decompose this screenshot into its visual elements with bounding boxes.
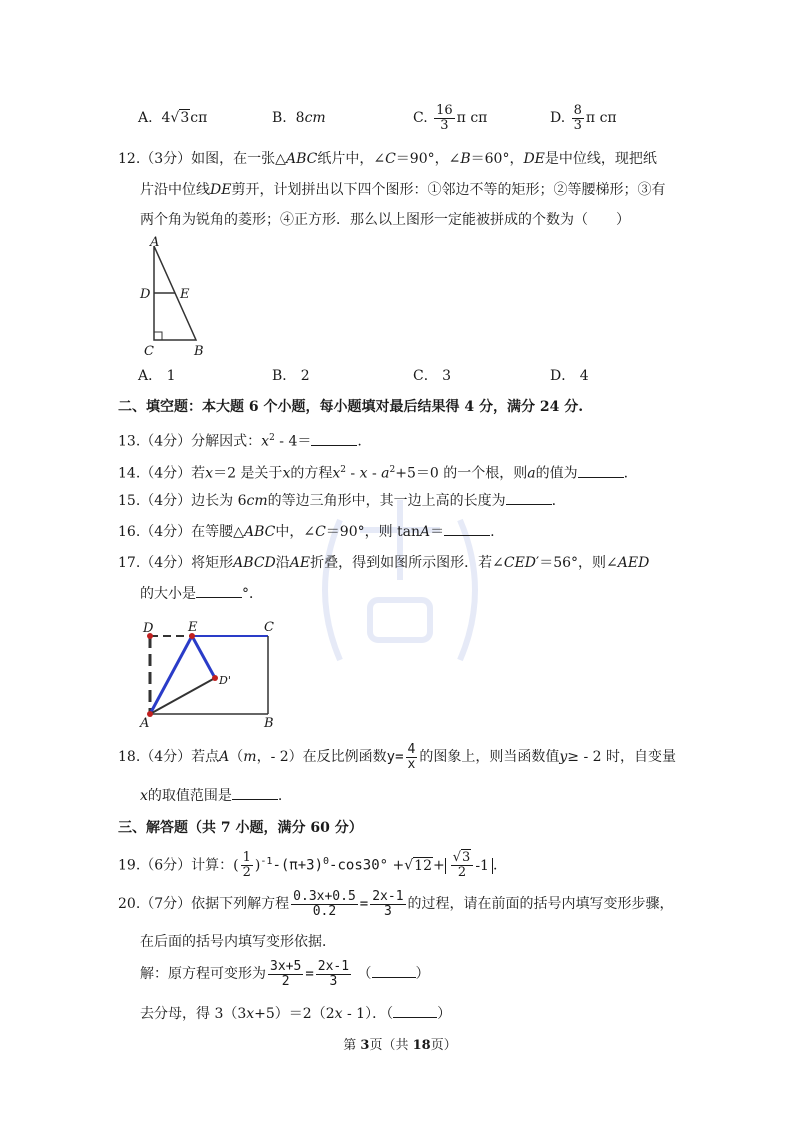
q12-option-a: A． 1	[138, 368, 176, 384]
q12-line1: 12.（3分）如图，在一张△ABC纸片中，∠C＝90°，∠B＝60°，DE是中位线，现把纸	[118, 151, 657, 167]
q18-line1: 18.（4分）若点A（m，- 2）在反比例函数y= $\frac{4}{x}$ 的图象上，则当函数值y≥ - 2 时，自变量	[118, 741, 676, 772]
fig-label-d: D	[140, 287, 151, 302]
fig-label-c: C	[144, 344, 154, 358]
fig-label-c: C	[264, 620, 274, 635]
fig-label-b: B	[194, 344, 204, 358]
fig-label-e: E	[180, 287, 190, 302]
page-footer: 第 3页（共 18页）	[343, 1038, 457, 1053]
fig-label-a: A	[150, 235, 160, 250]
q12-line2: 片沿中位线DE剪开，计划拼出以下四个图形：①邻边不等的矩形；②等腰梯形；③有	[140, 182, 666, 198]
q16: 16.（4分）在等腰△ABC中，∠C＝90°，则 tanA＝ .	[118, 524, 495, 540]
q17-rectangle-figure	[136, 616, 286, 728]
fig-label-e: E	[188, 620, 198, 635]
fig-label-d: D	[143, 621, 154, 636]
section2-title: 二、填空题：本大题 6 个小题，每小题填对最后结果得 4 分，满分 24 分.	[118, 399, 584, 415]
q13: 13.（4分）分解因式：$x^2 - 4=$ .	[118, 433, 362, 450]
q12-option-d: D． 4	[550, 368, 589, 384]
q20-line4: 去分母，得 3（3x+5）＝2（2x - 1）．（ ）	[140, 1006, 452, 1022]
q18-line2: x的取值范围是 .	[140, 788, 283, 804]
q17-line1: 17.（4分）将矩形ABCD沿AE折叠，得到如图所示图形．若∠CED′＝56°，则∠AED	[118, 555, 650, 571]
q15: 15.（4分）边长为 6cm的等边三角形中，其一边上高的长度为 .	[118, 493, 557, 509]
q11-option-b: B. 8cm	[272, 110, 326, 126]
q12-option-c: C． 3	[413, 368, 452, 384]
q11-option-d: D. $\frac{8}{3}$ π cπ	[550, 102, 617, 133]
q12-triangle-figure	[138, 234, 218, 358]
q12-line3: 两个角为锐角的菱形；④正方形．那么以上图形一定能被拼成的个数为（ ）	[140, 212, 630, 228]
q14: 14.（4分）若x＝2 是关于x的方程$x^2 - x - a^2+5=0$ 的一个根，则a的值为 .	[118, 465, 629, 482]
q17-line2: 的大小是 °．	[140, 586, 263, 602]
fig-label-a: A	[140, 716, 150, 728]
section3-title: 三、解答题（共 7 小题，满分 60 分）	[118, 820, 363, 836]
q19: 19.（6分）计算：( $\frac{1}{2}$ )$^{-1}-(\pi+3)^0-\cos 30^\circ +√12+$ $\frac{√3}{2}$ -1 .	[118, 850, 498, 881]
q11-option-a: A. 4√3cπ	[138, 110, 208, 126]
q20-line2: 在后面的括号内填写变形依据．	[140, 934, 336, 950]
q20-line3: 解：原方程可变形为 $\frac{3x+5}{2}$ = $\frac{2x-1}{3}$ （ ）	[140, 958, 430, 989]
fig-label-d-prime: D'	[219, 674, 231, 687]
q11-option-c: C. $\frac{16}{3}$ π cπ	[413, 102, 488, 133]
fig-label-b: B	[264, 716, 274, 728]
q20-line1: 20.（7分）依据下列解方程 $\frac{0.3x+0.5}{0.2}$ = $\frac{2x-1}{3}$ 的过程，请在前面的括号内填写变形步骤，	[118, 888, 674, 919]
q12-option-b: B． 2	[272, 368, 310, 384]
